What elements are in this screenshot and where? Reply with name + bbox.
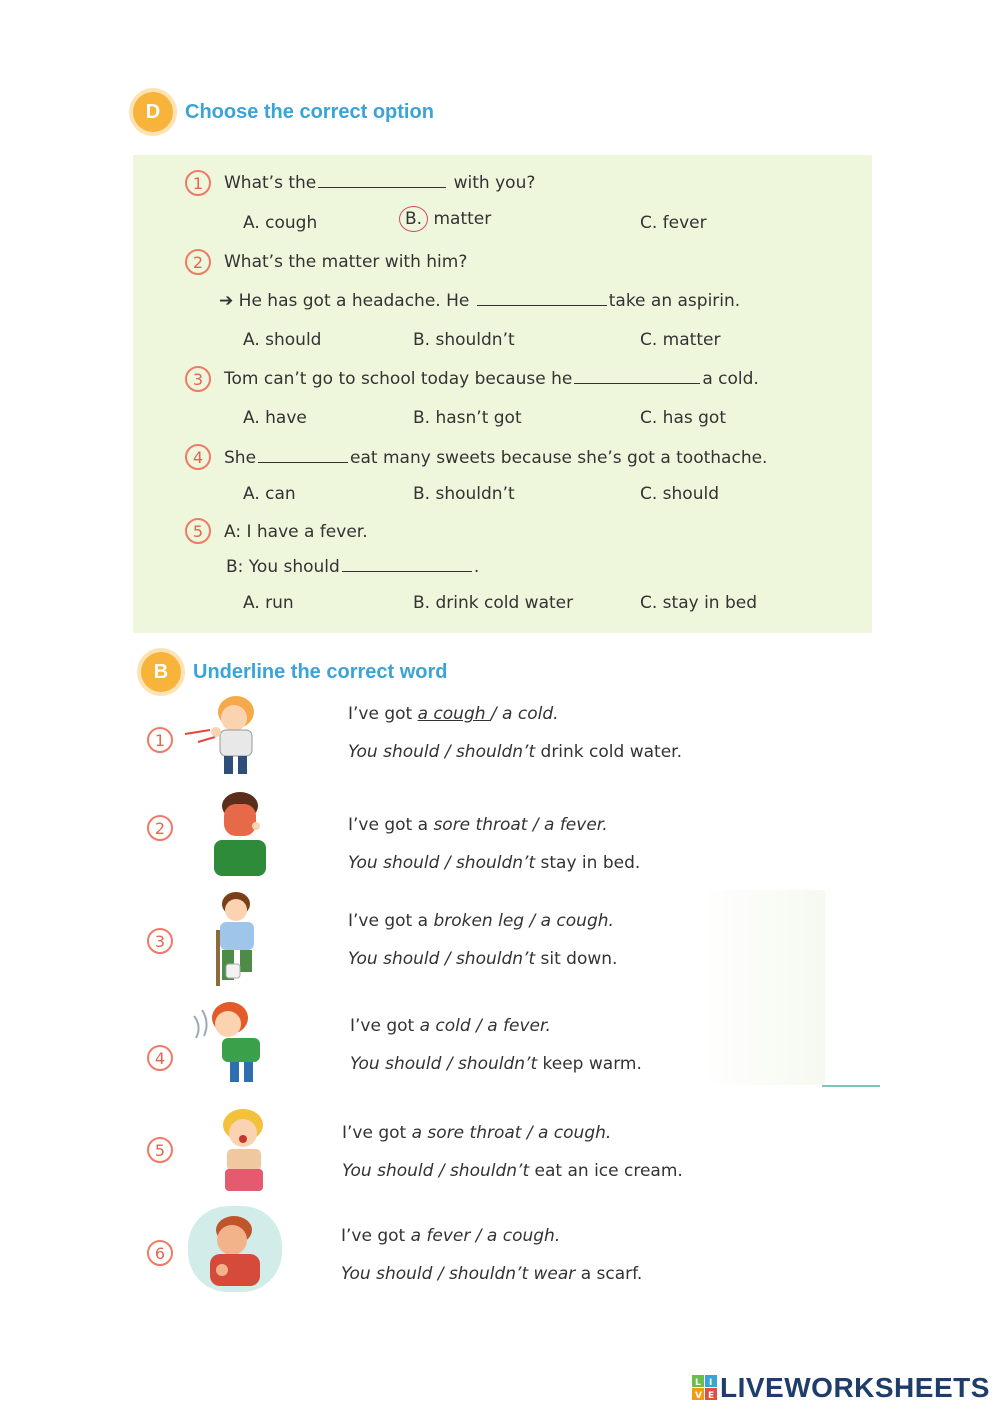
advice-line xyxy=(348,853,640,873)
text: I’ve got xyxy=(342,1123,412,1143)
question-text-pre: She xyxy=(224,448,257,468)
advice-line xyxy=(342,1161,683,1181)
question-text xyxy=(224,448,767,468)
choice-text[interactable]: a cough xyxy=(417,704,491,724)
option-b[interactable]: B. drink cold water xyxy=(413,593,574,613)
option-a[interactable]: A. can xyxy=(243,484,296,504)
choice-text[interactable]: a cold / a fever. xyxy=(419,1016,551,1036)
question-number: 3 xyxy=(185,366,211,392)
coughing-boy-illustration xyxy=(188,996,288,1088)
option-a[interactable]: A. run xyxy=(243,593,294,613)
logo-text: LIVEWORKSHEETS xyxy=(720,1372,990,1403)
text: I’ve got a xyxy=(348,911,434,931)
option-c[interactable]: C. should xyxy=(640,484,719,504)
subtext-pre: B: You should xyxy=(226,557,340,577)
logo-letter: V xyxy=(695,1391,702,1401)
answer-blank[interactable] xyxy=(574,382,700,384)
advice-line xyxy=(350,1054,642,1074)
item-number: 3 xyxy=(147,928,173,954)
section-badge: D xyxy=(133,92,173,132)
sneezing-boy-illustration xyxy=(180,690,270,778)
question-text-pre: What’s the xyxy=(224,173,317,193)
statement-line xyxy=(348,704,559,724)
question-number: 1 xyxy=(185,170,211,196)
subtext-pre: He has got a headache. He xyxy=(238,291,475,311)
question-subtext xyxy=(226,557,479,577)
question-text-post: with you? xyxy=(448,173,536,193)
girl-sore-throat-illustration xyxy=(205,1105,285,1195)
choice-text[interactable]: / a cold. xyxy=(490,704,559,724)
option-a[interactable]: A. have xyxy=(243,408,307,428)
choice-text[interactable]: a sore throat / a cough. xyxy=(411,1123,612,1143)
item-number: 1 xyxy=(147,727,173,753)
logo-letter: E xyxy=(708,1391,715,1401)
statement-line xyxy=(341,1226,560,1246)
text: keep warm. xyxy=(537,1054,642,1074)
statement-line xyxy=(348,911,614,931)
item-number: 6 xyxy=(147,1240,173,1266)
liveworksheets-logo-icon xyxy=(692,1375,718,1401)
text: eat an ice cream. xyxy=(529,1161,683,1181)
choice-text[interactable]: You should / shouldn’t xyxy=(348,742,536,762)
text: I’ve got xyxy=(348,704,418,724)
answer-blank[interactable] xyxy=(342,570,472,572)
choice-text[interactable]: You should / shouldn’t wear xyxy=(341,1264,576,1284)
choice-text[interactable]: You should / shouldn’t xyxy=(348,949,536,969)
question-number: 4 xyxy=(185,444,211,470)
answer-blank[interactable] xyxy=(318,186,446,188)
feverish-boy-illustration xyxy=(188,1206,282,1292)
text: a scarf. xyxy=(575,1264,643,1284)
question-text: What’s the matter with him? xyxy=(224,252,468,272)
sick-man-illustration xyxy=(208,788,278,878)
question-text: A: I have a fever. xyxy=(224,522,368,542)
question-text-post: a cold. xyxy=(702,369,759,389)
text: drink cold water. xyxy=(535,742,682,762)
statement-line xyxy=(348,815,608,835)
option-b[interactable]: B. hasn’t got xyxy=(413,408,522,428)
text: sit down. xyxy=(535,949,618,969)
option-b[interactable] xyxy=(406,206,491,232)
section-b-header xyxy=(141,652,448,692)
advice-line xyxy=(348,949,617,969)
option-c[interactable]: C. stay in bed xyxy=(640,593,758,613)
subtext-post: . xyxy=(473,557,480,577)
question-text xyxy=(224,369,759,389)
question-subtext xyxy=(219,291,740,311)
question-number: 5 xyxy=(185,518,211,544)
answer-blank[interactable] xyxy=(258,461,348,463)
option-c[interactable]: C. fever xyxy=(640,213,707,233)
text: I’ve got xyxy=(350,1016,420,1036)
section-badge: B xyxy=(141,652,181,692)
choice-text[interactable]: You should / shouldn’t xyxy=(342,1161,530,1181)
boy-broken-leg-illustration xyxy=(200,890,270,988)
logo-letter: I xyxy=(709,1378,713,1388)
section-title: Choose the correct option xyxy=(185,100,434,123)
choice-text[interactable]: broken leg / a cough. xyxy=(433,911,614,931)
option-b-label: matter xyxy=(433,209,492,229)
item-number: 5 xyxy=(147,1137,173,1163)
divider xyxy=(822,1085,880,1087)
option-c[interactable]: C. has got xyxy=(640,408,726,428)
question-text xyxy=(224,173,535,193)
option-a[interactable]: A. should xyxy=(243,330,322,350)
text: I’ve got a xyxy=(348,815,434,835)
text: stay in bed. xyxy=(535,853,641,873)
option-b[interactable]: B. shouldn’t xyxy=(413,330,515,350)
choice-text[interactable]: a fever / a cough. xyxy=(410,1226,561,1246)
arrow-icon: ➔ xyxy=(219,291,234,311)
logo-letter: L xyxy=(695,1378,701,1388)
option-c[interactable]: C. matter xyxy=(640,330,721,350)
option-b[interactable]: B. shouldn’t xyxy=(413,484,515,504)
choice-text[interactable]: You should / shouldn’t xyxy=(348,853,536,873)
background-shading xyxy=(700,890,825,1085)
advice-line xyxy=(348,742,682,762)
advice-line xyxy=(341,1264,642,1284)
choice-text[interactable]: You should / shouldn’t xyxy=(350,1054,538,1074)
statement-line xyxy=(350,1016,551,1036)
statement-line xyxy=(342,1123,611,1143)
subtext-post: take an aspirin. xyxy=(608,291,741,311)
section-title: Underline the correct word xyxy=(193,660,448,683)
text: I’ve got xyxy=(341,1226,411,1246)
item-number: 4 xyxy=(147,1045,173,1071)
question-number: 2 xyxy=(185,249,211,275)
section-d-header xyxy=(133,92,434,132)
question-text-pre: Tom can’t go to school today because he xyxy=(224,369,573,389)
selected-option-circle: B. xyxy=(399,206,428,232)
item-number: 2 xyxy=(147,815,173,841)
question-text-post: eat many sweets because she’s got a toothache. xyxy=(350,448,768,468)
option-a[interactable]: A. cough xyxy=(243,213,318,233)
answer-blank[interactable] xyxy=(477,304,607,306)
choice-text[interactable]: sore throat / a fever. xyxy=(433,815,608,835)
liveworksheets-logo[interactable] xyxy=(692,1372,990,1404)
